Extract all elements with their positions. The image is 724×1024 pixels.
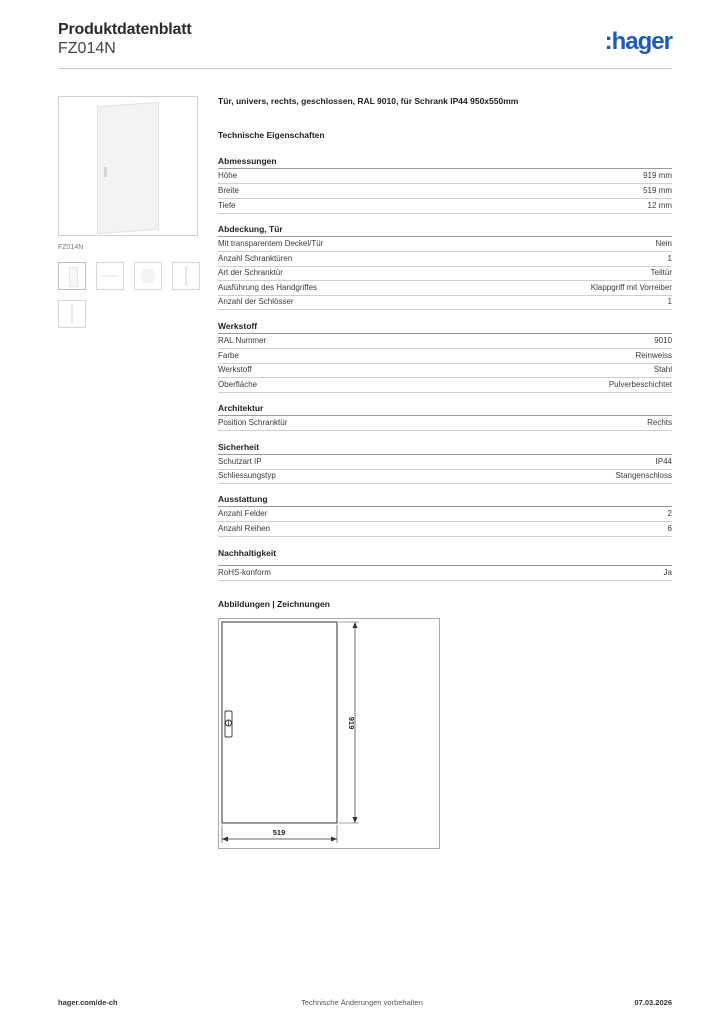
spec-key: Art der Schranktür [218, 268, 283, 277]
spec-key: Schutzart IP [218, 457, 262, 466]
spec-key: Oberfläche [218, 380, 258, 389]
spec-key: Ausführung des Handgriffes [218, 283, 318, 292]
spec-key: Anzahl der Schlösser [218, 297, 294, 306]
section-title-material: Werkstoff [218, 321, 258, 331]
spec-value: 12 mm [647, 201, 672, 210]
spec-row [218, 455, 672, 470]
spec-row [218, 566, 672, 581]
spec-value: IP44 [655, 457, 672, 466]
drawings-title: Abbildungen | Zeichnungen [218, 599, 330, 609]
door-outline [222, 622, 337, 823]
spec-row [218, 363, 672, 378]
spec-value: 919 mm [643, 171, 672, 180]
header-divider [58, 68, 672, 69]
spec-key: Höhe [218, 171, 238, 180]
section-title-sustainability: Nachhaltigkeit [218, 548, 277, 558]
spec-row [218, 416, 672, 431]
spec-key: Anzahl Schranktüren [218, 254, 293, 263]
spec-value: Pulverbeschichtet [608, 380, 672, 389]
spec-key: Anzahl Felder [218, 509, 268, 518]
spec-key: Breite [218, 186, 239, 195]
spec-key: Anzahl Reihen [218, 524, 271, 533]
spec-value: Reinweiss [635, 351, 672, 360]
footer-disclaimer: Technische Änderungen vorbehalten [301, 998, 423, 1007]
spec-value: Klappgriff mit Vorreiber [590, 283, 672, 292]
product-main-image [58, 96, 198, 236]
spec-value: 1 [667, 297, 672, 306]
thumbnail-4[interactable] [172, 262, 200, 290]
spec-value: 1 [667, 254, 672, 263]
section-title-architecture: Architektur [218, 403, 264, 413]
hager-logo: :hager [604, 28, 672, 55]
spec-row [218, 334, 672, 349]
section-title-cover-door: Abdeckung, Tür [218, 224, 283, 234]
spec-row [218, 507, 672, 522]
spec-row [218, 184, 672, 199]
height-label: 919 [347, 716, 356, 730]
spec-key: Mit transparentem Deckel/Tür [218, 239, 324, 248]
spec-row [218, 252, 672, 267]
spec-row [218, 295, 672, 310]
spec-value: Rechts [647, 418, 672, 427]
spec-row [218, 522, 672, 537]
section-title-equipment: Ausstattung [218, 494, 268, 504]
spec-value: 9010 [654, 336, 672, 345]
spec-value: 6 [667, 524, 672, 533]
technical-drawing [218, 618, 440, 849]
thumbnail-2[interactable] [96, 262, 124, 290]
spec-key: Farbe [218, 351, 239, 360]
spec-row [218, 349, 672, 364]
spec-key: Schliessungstyp [218, 471, 276, 480]
spec-value: Stahl [653, 365, 672, 374]
product-description: Tür, univers, rechts, geschlossen, RAL 9010, für Schrank IP44 950x550mm [218, 96, 519, 106]
spec-row [218, 237, 672, 252]
spec-row [218, 281, 672, 296]
product-image-caption: FZ014N [58, 244, 84, 251]
width-label: 519 [272, 828, 286, 837]
spec-value: Nein [655, 239, 672, 248]
thumbnail-3[interactable] [134, 262, 162, 290]
thumbnail-1[interactable] [58, 262, 86, 290]
spec-value: 519 mm [643, 186, 672, 195]
footer-date: 07.03.2026 [634, 998, 672, 1007]
spec-row [218, 169, 672, 184]
page-title: Produktdatenblatt [58, 21, 192, 38]
footer-website-link[interactable]: hager.com/de-ch [58, 998, 118, 1007]
spec-value: 2 [667, 509, 672, 518]
door-handle-image [104, 167, 107, 177]
section-title-safety: Sicherheit [218, 442, 260, 452]
spec-key: Position Schranktür [218, 418, 288, 427]
spec-row [218, 199, 672, 214]
spec-row [218, 378, 672, 393]
spec-value: Teiltür [650, 268, 672, 277]
spec-title: Technische Eigenschaften [218, 130, 325, 140]
spec-value: Stangenschloss [615, 471, 672, 480]
spec-row [218, 266, 672, 281]
spec-key: RAL Nummer [218, 336, 267, 345]
thumbnail-5[interactable] [58, 300, 86, 328]
spec-key: RoHS-konform [218, 568, 271, 577]
spec-key: Tiefe [218, 201, 236, 210]
door-dimension-drawing [219, 619, 439, 848]
product-number: FZ014N [58, 40, 116, 57]
spec-key: Werkstoff [218, 365, 252, 374]
section-title-dimensions: Abmessungen [218, 156, 277, 166]
spec-row [218, 469, 672, 484]
spec-value: Ja [663, 568, 672, 577]
